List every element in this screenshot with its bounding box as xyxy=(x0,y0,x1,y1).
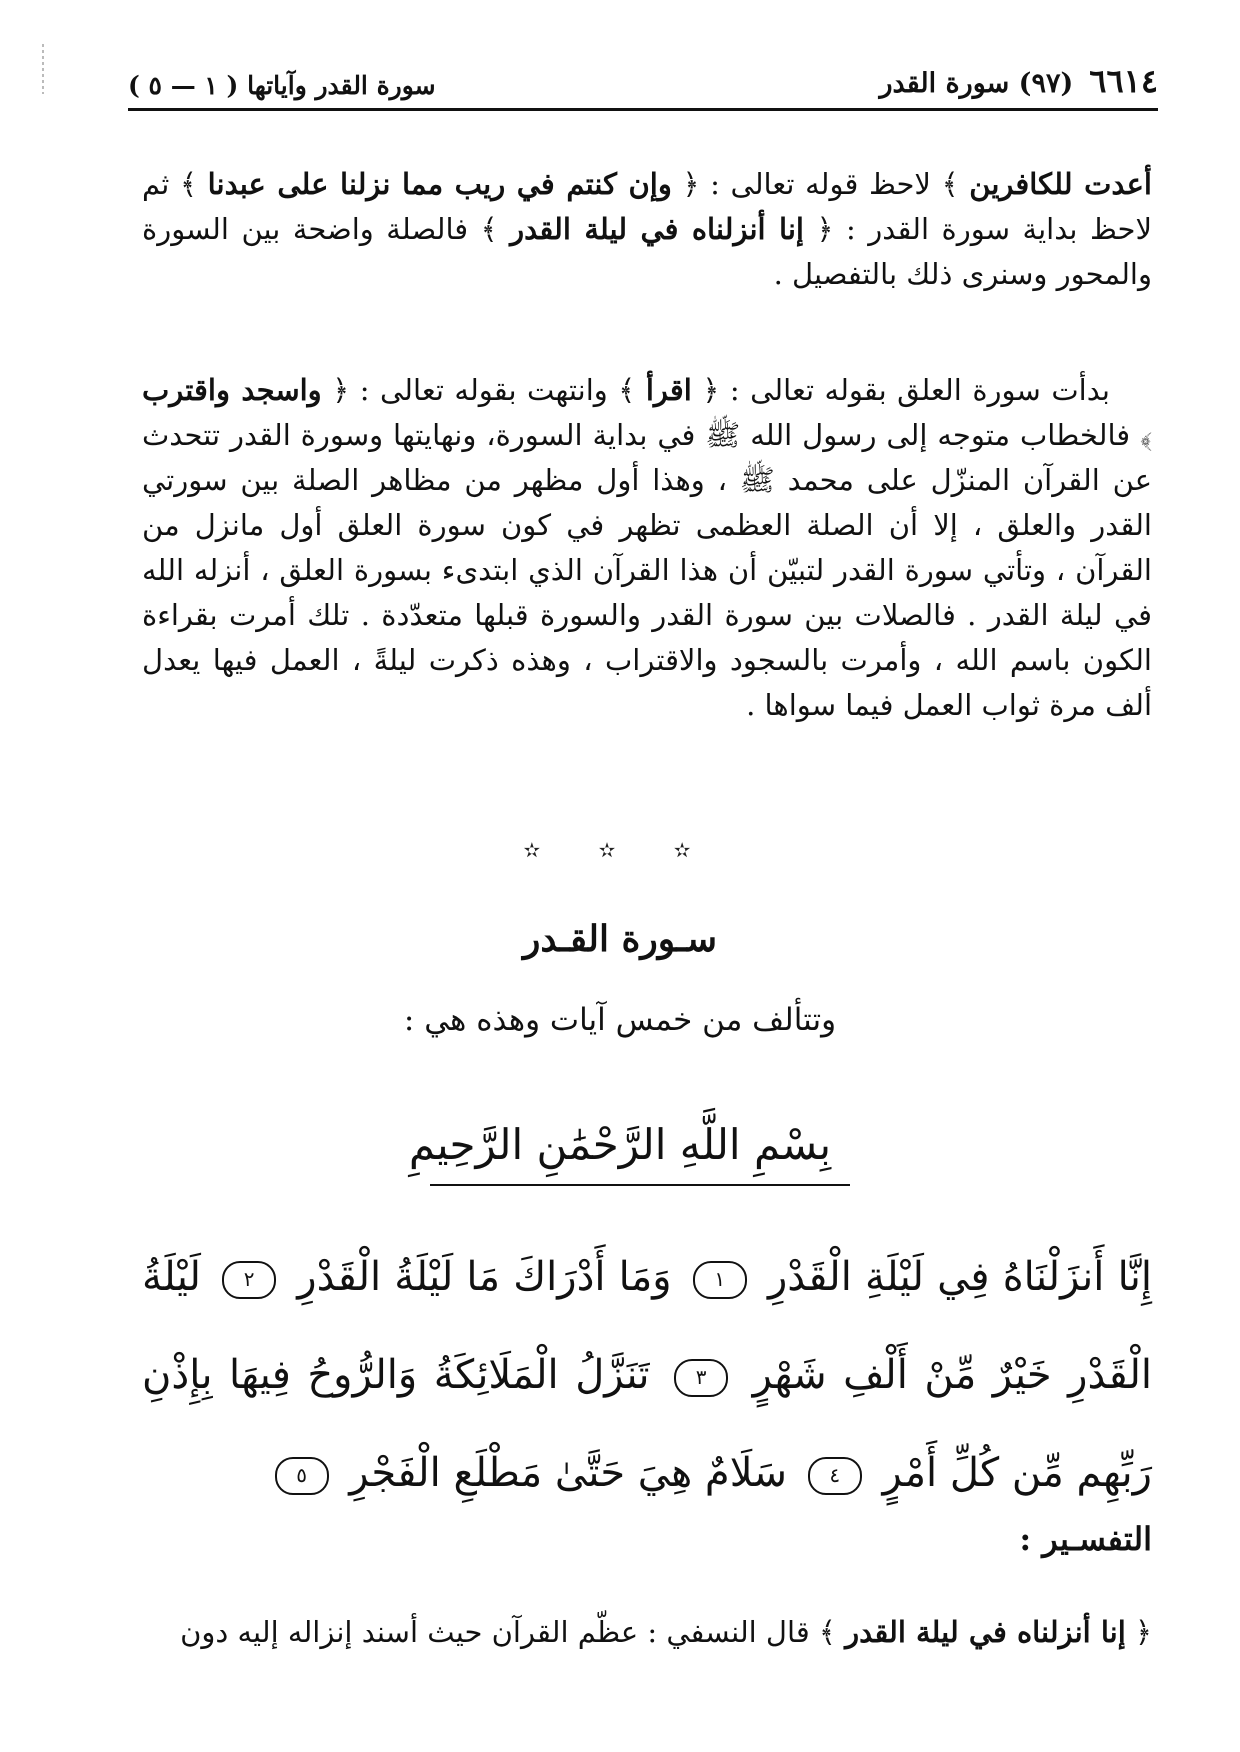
quote-bold: واسجد واقترب xyxy=(142,373,322,407)
tafsir-heading: التفسـير : xyxy=(1019,1520,1152,1558)
verse-number-marker: ٥ xyxy=(275,1457,329,1495)
header-right xyxy=(880,62,1158,108)
quote-bold: إنا أنزلناه في ليلة القدر xyxy=(845,1615,1126,1649)
scan-artifact xyxy=(42,44,44,94)
verse-text: إِنَّا أَنزَلْنَاهُ فِي لَيْلَةِ الْقَدْرِ xyxy=(767,1254,1153,1300)
paragraph-text: ﴾ قال النسفي : عظّم القرآن حيث أسند إنزاله إليه دون xyxy=(180,1615,846,1649)
paragraph-text: ﴿ xyxy=(1125,1615,1152,1649)
verse-text: لَيْلَةُ الْقَدْرِ خَيْرٌ مِّنْ أَلْفِ شَهْرٍ xyxy=(142,1254,1152,1398)
quote-bold: وإن كنتم في ريب مما نزلنا على عبدنا xyxy=(207,167,672,201)
verse-number-marker: ٤ xyxy=(808,1457,862,1495)
verse-number-marker: ٢ xyxy=(222,1261,276,1299)
paragraph-2 xyxy=(142,368,1152,728)
paragraph-text: ﴾ وانتهت بقوله تعالى : ﴿ xyxy=(321,373,646,407)
verse-number-marker: ١ xyxy=(693,1261,747,1299)
paragraph-1 xyxy=(142,162,1152,297)
quote-bold: اقرأ xyxy=(645,373,692,407)
paragraph-text: ﴾ فالخطاب متوجه إلى رسول الله ﷺ في بداية السورة، ونهايتها وسورة القدر تتحدث عن القرآن المنزّل على محمد ﷺ ، وهذا أول مظهر من مظاهر الصلة بين سورتي القدر والعلق ، إلا أن الصلة العظمى تظهر في كون سورة العلق أول مانزل من القرآن ، وتأتي سورة القدر لتبيّن أن هذا القرآن الذي ابتدىء بسورة العلق ، أنزله الله في ليلة القدر . فالصلات بين سورة القدر والسورة قبلها متعدّدة . تلك أمرت بقراءة الكون باسم الله ، وأمرت بالسجود والاقتراب ، وهذه ذكرت ليلةً ، العمل فيها يعدل ألف مرة ثواب العمل فيما سواها . xyxy=(142,418,1152,722)
header-section-label: سورة القدر وآياتها ( ١ — ٥ ) xyxy=(128,71,436,100)
tafsir-paragraph xyxy=(142,1610,1152,1655)
quote-bold: أعدت للكافرين xyxy=(969,167,1152,201)
verse-text: تَنَزَّلُ الْمَلَائِكَةُ وَالرُّوحُ فِيهَا بِإِذْنِ رَبِّهِم مِّن كُلِّ أَمْرٍ xyxy=(142,1352,1152,1496)
surah-intro: وتتألف من خمس آيات وهذه هي : xyxy=(403,1002,837,1038)
paragraph-text: ﴾ ثم لاحظ بداية سورة القدر : ﴿ xyxy=(142,167,1152,246)
header-surah-label: (٩٧) سورة القدر xyxy=(879,68,1074,99)
verse-text: وَمَا أَدْرَاكَ مَا لَيْلَةُ الْقَدْرِ xyxy=(297,1254,672,1300)
basmala: بِسْمِ اللَّهِ الرَّحْمَٰنِ الرَّحِيمِ xyxy=(408,1120,832,1169)
surah-title: سـورة القـدر xyxy=(522,918,718,960)
verse-number-marker: ٣ xyxy=(674,1359,728,1397)
paragraph-text: ﴾ فالصلة واضحة بين السورة والمحور وسنرى ذلك بالتفصيل . xyxy=(142,212,1152,291)
verse-text: سَلَامٌ هِيَ حَتَّىٰ مَطْلَعِ الْفَجْرِ xyxy=(349,1450,788,1496)
quran-verses xyxy=(142,1228,1152,1522)
paragraph-text: ﴾ لاحظ قوله تعالى : ﴿ xyxy=(671,167,970,201)
page-number: ٦٦١٤ xyxy=(1089,62,1158,100)
section-divider-stars: ✫ ✫ ✫ xyxy=(523,838,717,862)
quote-bold: إنا أنزلناه في ليلة القدر xyxy=(510,212,804,246)
basmala-underline xyxy=(430,1184,850,1186)
paragraph-text: بدأت سورة العلق بقوله تعالى : ﴿ xyxy=(691,373,1110,407)
page-header xyxy=(128,52,1158,111)
